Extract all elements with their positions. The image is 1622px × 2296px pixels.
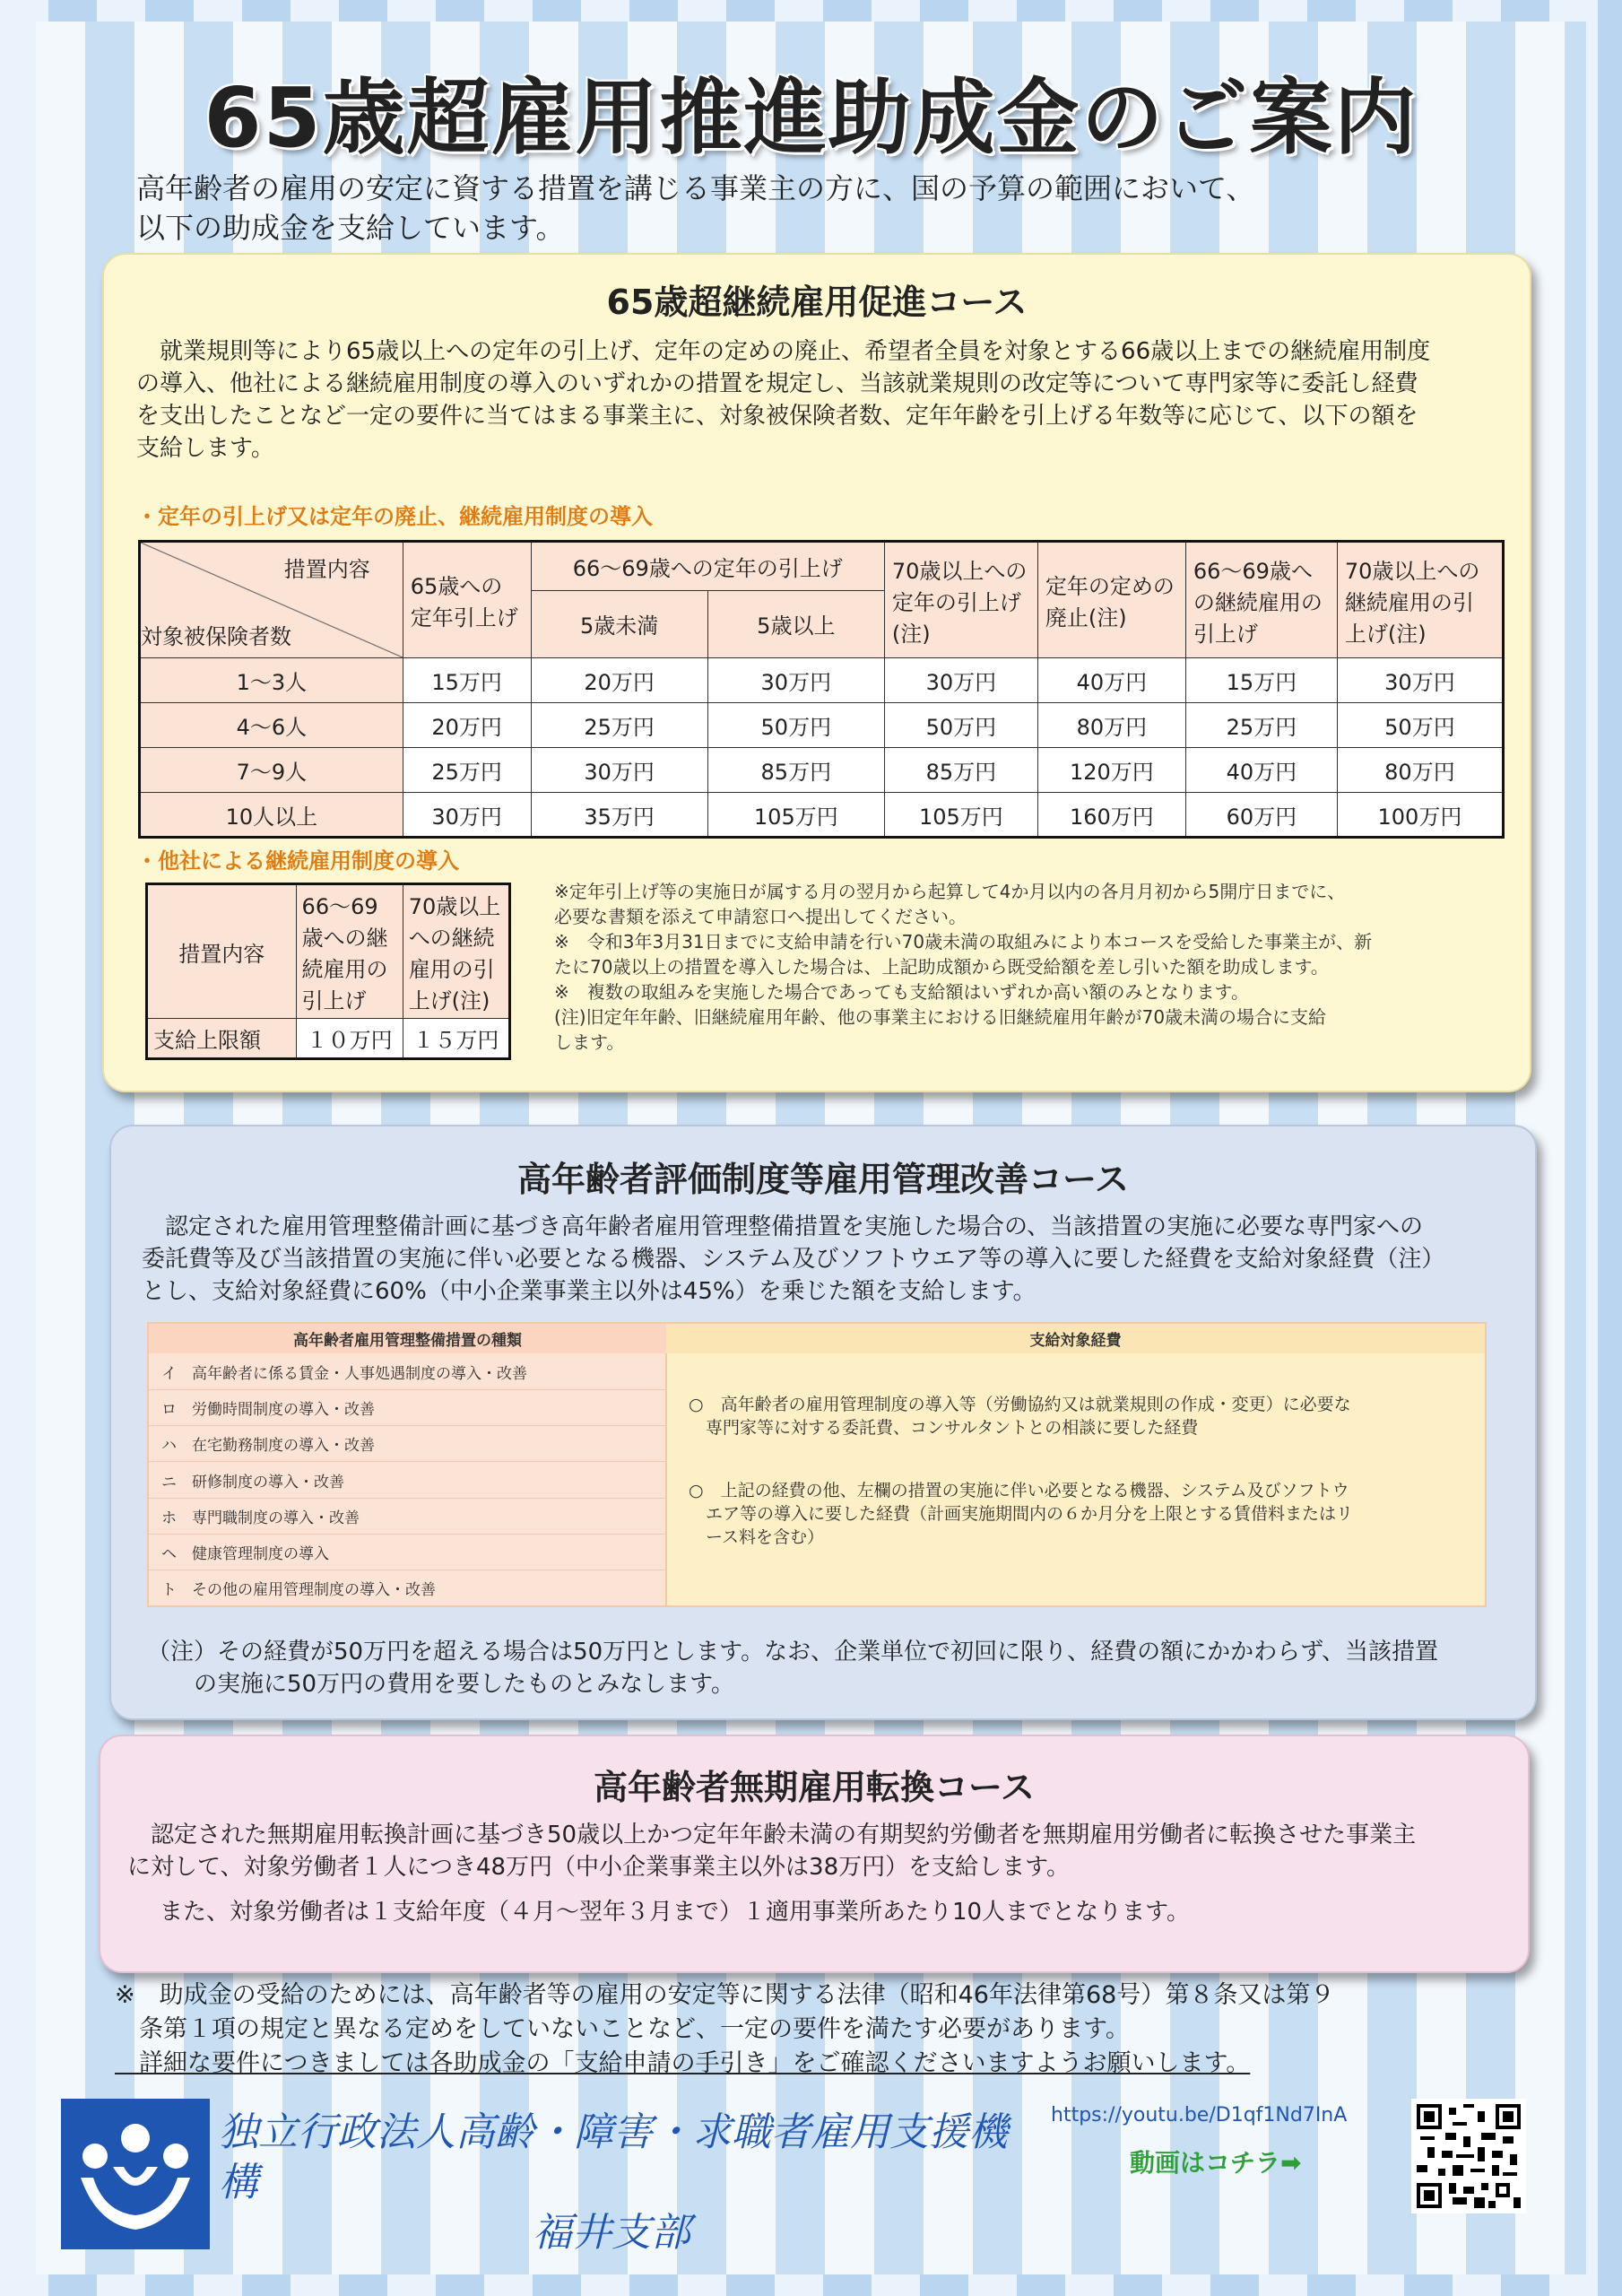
expenses-header: 支給対象経費	[666, 1323, 1486, 1353]
list-item: ト その他の雇用管理制度の導入・改善	[148, 1570, 666, 1606]
organization-name: 独立行政法人高齢・障害・求職者雇用支援機構 福井支部	[219, 2109, 1008, 2256]
list-item: ロ 労働時間制度の導入・改善	[148, 1389, 666, 1425]
list-item: ハ 在宅勤務制度の導入・改善	[148, 1426, 666, 1462]
video-url-link[interactable]: https://youtu.be/D1qf1Nd7InA	[1051, 2104, 1348, 2126]
course3-panel	[99, 1735, 1530, 1973]
course1-amount-table	[138, 540, 1505, 839]
course2-panel	[109, 1125, 1537, 1720]
list-item: ニ 研修制度の導入・改善	[148, 1462, 666, 1498]
sub-header-lt5: 5歳未満	[531, 590, 707, 657]
course2-description: 認定された雇用管理整備計画に基づき高年齢者雇用管理整備措置を実施した場合の、当該措置の実施に必要な専門家への 委託費等及び当該措置の実施に伴い必要となる機器、システム及びソフトウエア等の導入に要した経費を支給対象経費（注） とし、支給対象経費に60%（中小企業事業主以外は45%）を乗じた額を支給します。	[142, 1213, 1445, 1305]
course3-description: 認定された無期雇用転換計画に基づき50歳以上かつ定年年齢未満の有期契約労働者を無期雇用労働者に転換させた事業主 に対して、対象労働者１人につき48万円（中小企業事業主以外は38万円）を支給します。	[127, 1822, 1417, 1881]
jeed-logo-icon	[61, 2099, 210, 2249]
intro-text: 高年齢者の雇用の安定に資する措置を講じる事業主の方に、国の予算の範囲において、 以下の助成金を支給しています。	[136, 171, 1255, 245]
course1-other-company-table: 措置内容 66～69歳への継続雇用の引上げ 70歳以上への継続雇用の引上げ(注) 支給上限額 １０万円 １５万円	[145, 883, 511, 1060]
table-row: 1～3人 15万円 20万円 30万円 30万円 40万円 15万円 30万円	[140, 658, 1504, 703]
page-title: 65歳超雇用推進助成金のご案内	[204, 70, 1418, 166]
course3-title: 高年齢者無期雇用転換コース	[593, 1768, 1036, 1807]
table-row: 4～6人 20万円 25万円 50万円 50万円 80万円 25万円 50万円	[140, 703, 1504, 748]
table-row: 7～9人 25万円 30万円 85万円 85万円 120万円 40万円 80万円	[140, 748, 1504, 793]
course2-title: 高年齢者評価制度等雇用管理改善コース	[516, 1160, 1130, 1199]
requirements-note: ※ 助成金の受給のためには、高年齢者等の雇用の安定等に関する法律（昭和46年法律第68号）第８条又は第９ 条第１項の規定と異なる定めをしていないことなど、一定の要件を満たす必要があります。 詳細な要件につきましては各助成金の「支給申請の手引き」をご確認くださいますようお願いします。	[115, 1981, 1335, 2077]
col-header-cont70: 70歳以上への継続雇用の引上げ(注)	[1337, 542, 1503, 658]
course1-section1-heading: ・定年の引上げ又は定年の廃止、継続雇用制度の導入	[136, 504, 653, 529]
table-row: 10人以上 30万円 35万円 105万円 105万円 160万円 60万円 100万円	[140, 793, 1504, 838]
course1-panel	[102, 253, 1531, 1092]
course2-measures-table	[147, 1322, 1487, 1607]
course1-description: 就業規則等により65歳以上への定年の引上げ、定年の定めの廃止、希望者全員を対象とする66歳以上までの継続雇用制度 の導入、他社による継続雇用制度の導入のいずれかの措置を規定し、当該就業規則の改定等について専門家等に委託し経費 を支出したことなど一定の要件に当てはまる事業主に、対象被保険者数、定年年齢を引上げる年数等に応じて、以下の額を 支給します。	[136, 338, 1431, 462]
course1-section2-heading: ・他社による継続雇用制度の導入	[136, 848, 459, 874]
col-header-65: 65歳への定年引上げ	[403, 542, 531, 658]
col-header-cont6669: 66～69歳への継続雇用の引上げ	[1185, 542, 1337, 658]
sub-header-ge5: 5歳以上	[707, 590, 884, 657]
course2-note: （注）その経費が50万円を超える場合は50万円とします。なお、企業単位で初回に限り、経費の額にかかわらず、当該措置 の実施に50万円の費用を要したものとみなします。	[147, 1639, 1439, 1698]
list-item: ヘ 健康管理制度の導入	[148, 1534, 666, 1570]
list-item: ホ 専門職制度の導入・改善	[148, 1498, 666, 1534]
expenses-cell: ○ 高年齢者の雇用管理制度の導入等（労働協約又は就業規則の作成・変更）に必要な 専門家等に対する委託費、コンサルタントとの相談に要した経費 ○ 上記の経費の他、左欄の措置の実施に伴い必要となる機器、システム及びソフトウ エア等の導入に要した経費（計画実施期間内の６か月分を上限とする賃借料またはリ ース料を含む）	[666, 1353, 1486, 1606]
col-header-70: 70歳以上への定年の引上げ(注)	[884, 542, 1037, 658]
course1-title: 65歳超継続雇用促進コース	[606, 283, 1028, 322]
video-link[interactable]: 動画はコチラ➡	[1130, 2148, 1302, 2178]
course3-description2: また、対象労働者は１支給年度（４月～翌年３月まで）１適用事業所あたり10人までとなります。	[136, 1899, 1191, 1926]
qr-code-icon[interactable]	[1411, 2099, 1526, 2213]
measures-header: 高年齢者雇用管理整備措置の種類	[148, 1323, 666, 1353]
col-header-6669: 66～69歳への定年の引上げ	[531, 542, 884, 591]
list-item: イ 高年齢者に係る賃金・人事処遇制度の導入・改善	[148, 1353, 666, 1389]
table-corner: 措置内容 対象被保険者数	[140, 542, 403, 658]
col-header-abolish: 定年の定めの廃止(注)	[1037, 542, 1185, 658]
course1-notes: ※定年引上げ等の実施日が属する月の翌月から起算して4か月以内の各月月初から5開庁日までに、 必要な書類を添えて申請窓口へ提出してください。 ※ 令和3年3月31日までに支給申請を行い70歳未満の取組みにより本コースを受給した事業主が、新 たに70歳以上の措置を導入した場合は、上記助成額から既受給額を差し引いた額を助成します。 ※ 複数の取組みを実施した場合であっても支給額はいずれか高い額のみとなります。 (注)旧定年年齢、旧継続雇用年齢、他の事業主における旧継続雇用年齢が70歳未満の場合に支給 します。	[554, 881, 1373, 1053]
